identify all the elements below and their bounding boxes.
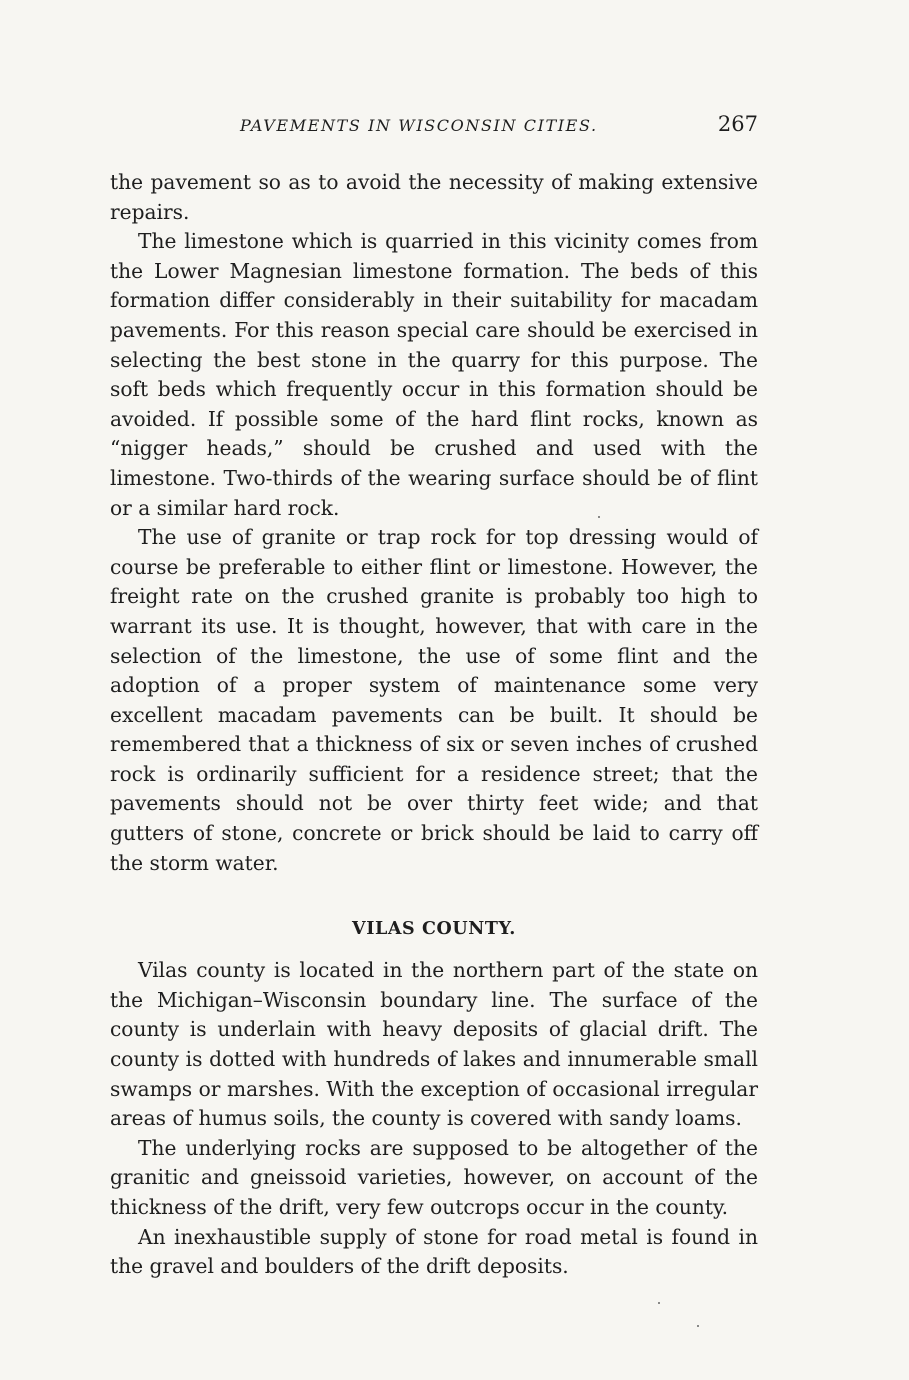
running-head	[110, 112, 762, 142]
page-number: 267	[717, 112, 758, 136]
paper-speck	[658, 1302, 660, 1304]
paragraph-vilas-location: Vilas county is located in the northern part of the state on the Michigan–Wisconsin boundary line. The surface of the county is underlain with heavy deposits of glacial drift. The county is dotted with hundreds of lakes and innumerable small swamps or marshes. With the exception of occasional irregular areas of humus soils, the county is covered with sandy loams.	[110, 958, 758, 1131]
body-text	[110, 168, 758, 1282]
paragraph-continuation: the pavement so as to avoid the necessity of making extensive repairs.	[110, 170, 758, 224]
section-heading: VILAS COUNTY.	[352, 919, 516, 940]
running-title: PAVEMENTS IN WISCONSIN CITIES.	[240, 116, 598, 135]
paragraph-granite: The use of granite or trap rock for top dressing would of course be preferable to either flint or limestone. However, the freight rate on the crushed granite is probably too high to warrant its use. It is thought, however, that with care in the selection of the limestone, the use of some flint and the adoption of a proper system of maintenance some very excellent macadam pavements can be built. It should be remembered that a thickness of six or seven inches of crushed rock is ordinarily sufficient for a residence street; that the pavements should not be over thirty feet wide; and that gutters of stone, concrete or brick should be laid to carry off the storm water.	[110, 525, 758, 875]
paragraph-underlying-rocks: The underlying rocks are supposed to be altogether of the granitic and gneissoid varieties, however, on account of the thickness of the drift, very few outcrops occur in the county.	[110, 1135, 758, 1219]
paragraph-road-metal: An inexhaustible supply of stone for road metal is found in the gravel and boulders of the drift deposits.	[110, 1224, 758, 1279]
paper-speck	[598, 516, 600, 518]
paragraph-limestone: The limestone which is quarried in this vicinity comes from the Lower Magnesian limestone formation. The beds of this formation differ considerably in their suitability for macadam pavements. For this reason special care should be exercised in selecting the best stone in the quarry for this purpose. The soft beds which frequently occur in this formation should be avoided. If possible some of the hard flint rocks, known as “nigger heads,” should be crushed and used with the limestone. Two-thirds of the wearing surface should be of flint or a similar hard rock.	[110, 229, 758, 520]
paper-speck	[697, 1325, 699, 1327]
